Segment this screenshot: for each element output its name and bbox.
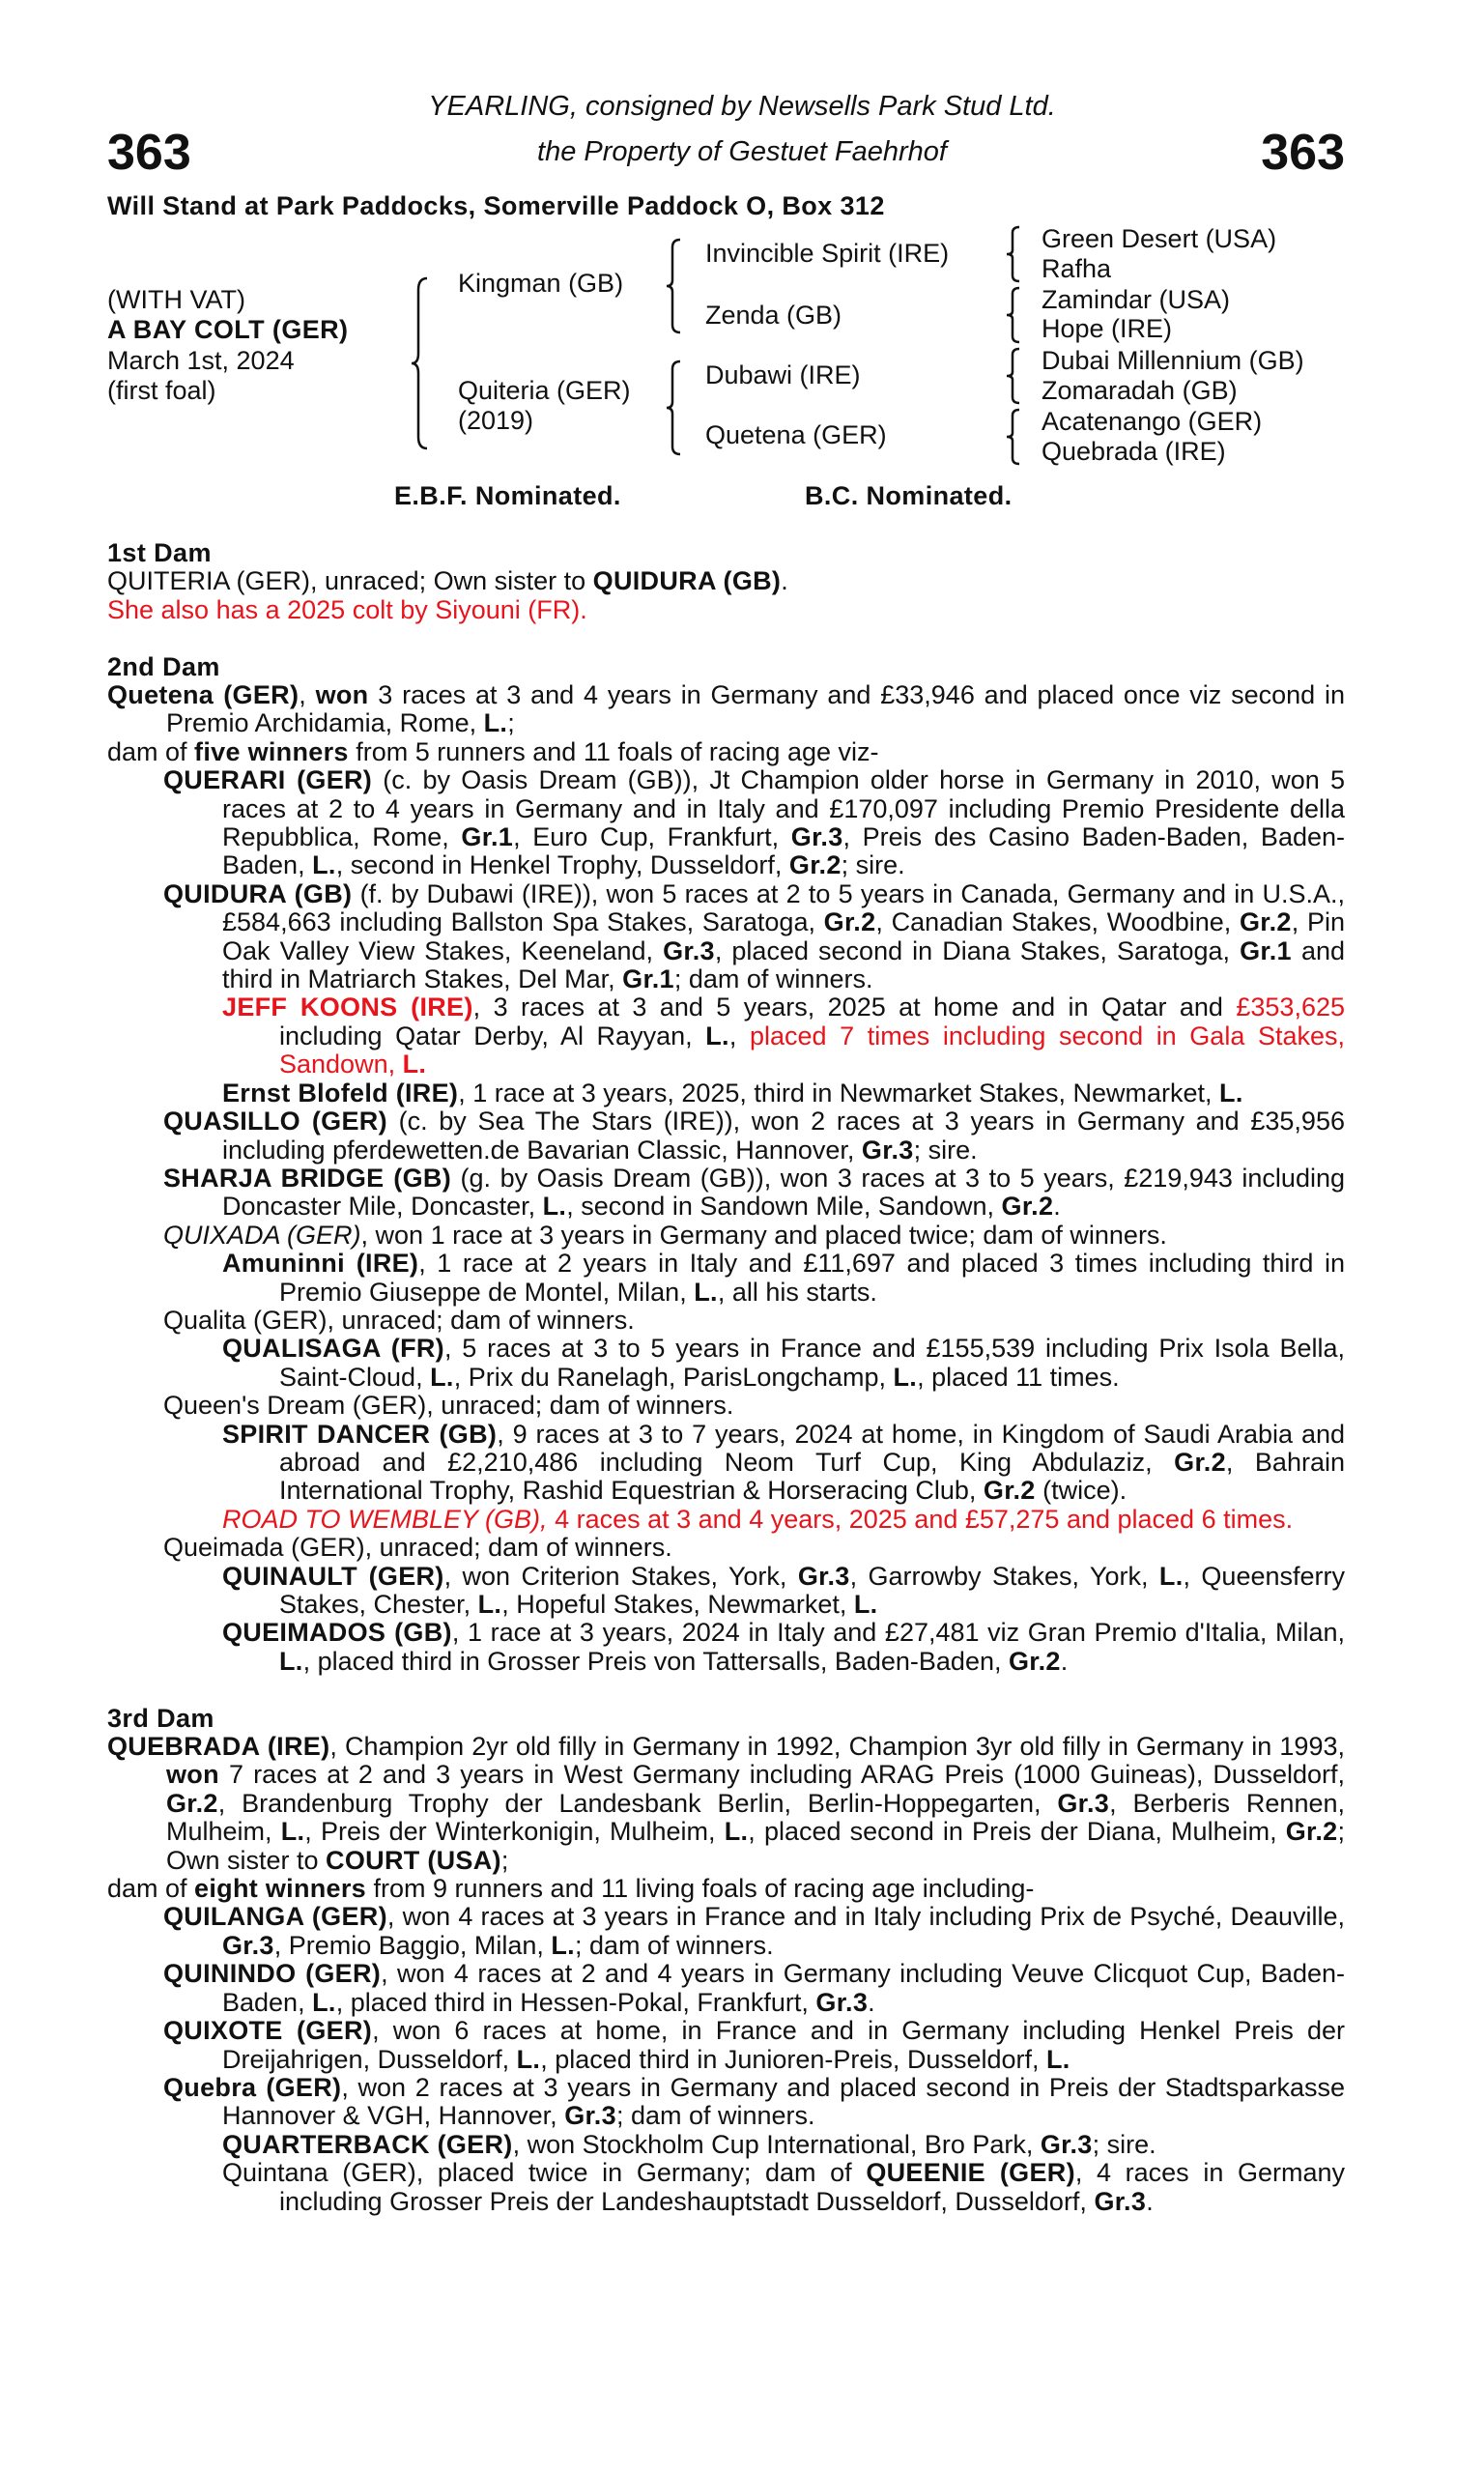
horse-name-or-grade: Amuninni (IRE) [222,1249,419,1279]
horse-name-or-grade: Gr.2 [166,1788,218,1818]
entry-text: , 3 races at 3 and 5 years, 2025 at home and in Qatar and [472,992,1237,1022]
entry-text: £353,625 [1236,992,1345,1022]
entry-text: , Euro Cup, Frankfurt, [513,822,791,852]
entry-text: , placed third in Grosser Preis von Tattersalls, Baden-Baden, [302,1646,1009,1676]
horse-name-or-grade: Gr.2 [1240,907,1292,937]
entry-text: . [868,1987,875,2017]
horse-name-or-grade: L. [516,2044,541,2074]
horse-name-or-grade: L. [1158,1561,1184,1591]
entry-text: ; [507,708,515,738]
horse-name-or-grade: QUARTERBACK (GER) [222,2129,513,2159]
horse-name-or-grade: Gr.3 [1040,2129,1093,2159]
granddam-paternal: Zenda (GB) [705,301,842,330]
sire: Kingman (GB) [458,269,624,298]
dam-year: (2019) [458,406,534,435]
pedigree-entry [107,1165,1345,1222]
entry-text: (c. by Oasis Dream (GB)), Jt Champion older horse in Germany in 2010, won 5 races at 2 to 4 years in Germany and in Italy and £170,097 including Premio Presidente della Repubblica, Rome, [222,765,1345,852]
entry-text: , [728,1021,750,1050]
pedigree-entry [107,1903,1345,1960]
pedigree-entry [107,1534,1345,1562]
entry-text: (c. by Sea The Stars (IRE)), won 2 races at 3 years in Germany and £35,956 including pferdewetten.de Bavarian Classic, Hannover, [222,1107,1345,1165]
pedigree-entry [107,1392,1345,1420]
entry-text: , Canadian Stakes, Woodbine, [875,907,1240,937]
brace-icon [665,238,684,334]
entry-text: , won 4 races at 3 years in France and in Italy including Prix de Psyché, Deauville, [386,1902,1345,1932]
horse-name-or-grade: SPIRIT DANCER (GB) [222,1419,498,1449]
entry-text: including Qatar Derby, Al Rayyan, [279,1021,706,1050]
brace-icon [1005,286,1022,344]
section-3rd-dam [107,1705,1345,2216]
entry-text: . [1060,1646,1069,1676]
entry-text: ; sire. [841,850,905,880]
pedigree-entry [107,2074,1345,2131]
pedigree-entry [107,2017,1345,2074]
entry-text: ; dam of winners. [574,1930,774,1960]
entry-text: , [299,680,316,710]
horse-name-or-grade: L. [1046,2044,1070,2074]
entry-text: ; dam of winners. [615,2101,815,2131]
horse-name-or-grade: QUILANGA (GER) [163,1902,387,1932]
horse-name-or-grade: won [166,1760,219,1790]
entry-text: , placed 11 times. [917,1362,1120,1392]
horse-name-or-grade: QUIDURA (GB) [163,878,353,908]
horse-name-or-grade: L. [542,1192,567,1222]
horse-name-or-grade: L. [430,1362,454,1392]
entry-text: ; dam of winners. [673,964,873,994]
pedigree-entry [107,1875,1345,1903]
horse-name-or-grade: Gr.1 [461,822,514,852]
entry-text: , second in Henkel Trophy, Dusseldorf, [335,850,789,880]
brace-icon [665,360,684,456]
horse-name-or-grade: L. [312,850,336,880]
foaling-date: March 1st, 2024 [107,346,295,375]
horse-name-or-grade: JEFF KOONS (IRE) [222,992,473,1022]
horse-name-or-grade: L. [483,708,508,738]
entry-text: , placed third in Hessen-Pokal, Frankfurt, [335,1987,816,2017]
horse-name-or-grade: QUASILLO (GER) [163,1107,387,1136]
brace-icon [1005,225,1022,283]
entry-text: She also has a 2025 colt by Siyouni (FR). [107,594,587,624]
dam: Quiteria (GER) [458,376,631,405]
pedigree-entry [107,1733,1345,1875]
pedigree-entry [107,1421,1345,1506]
horse-name-or-grade: L. [402,1050,427,1079]
horse-name-or-grade: Quebra (GER) [163,2072,342,2102]
entry-text: , second in Sandown Mile, Sandown, [566,1192,1002,1222]
entry-text: placed 7 times including second in Gala Stakes, Sandown, [279,1021,1345,1079]
horse-name-or-grade: QUIXOTE (GER) [163,2016,373,2046]
horse-name-or-grade: five winners [194,736,349,766]
ancestor-gen3: Green Desert (USA) [1042,224,1277,253]
horse-name-or-grade: Gr.1 [1240,935,1292,965]
brace-icon [1005,347,1022,405]
entry-text: . [1053,1192,1061,1222]
entry-text: Qualita (GER), unraced; dam of winners. [163,1305,635,1335]
pedigree-entry [107,880,1345,994]
entry-text: dam of [107,736,195,766]
pedigree-entry [107,1335,1345,1392]
entry-text: QUIXADA (GER) [163,1220,361,1250]
entry-text: , 4 races in Germany including Grosser Preis der Landeshauptstadt Dusseldorf, Dusseldorf, [279,2158,1345,2216]
entry-text: , won 1 race at 3 years in Germany and placed twice; dam of winners. [360,1220,1167,1250]
entry-text: ; sire. [1092,2129,1156,2159]
pedigree-entry [107,1960,1345,2017]
entry-text: . [1146,2186,1154,2216]
ancestor-gen3: Zomaradah (GB) [1042,376,1238,405]
section-2nd-dam [107,653,1345,1677]
horse-name-or-grade: Gr.3 [1057,1788,1110,1818]
entry-text: ; Own sister to [166,1817,1346,1875]
pedigree-entry [107,738,1345,766]
horse-name-or-grade: L. [705,1021,729,1050]
foal-note: (first foal) [107,376,216,405]
entry-text: 7 races at 2 and 3 years in West Germany including ARAG Preis (1000 Guineas), Dusseldorf, [218,1760,1345,1790]
entry-text: , Premio Baggio, Milan, [273,1930,552,1960]
entry-text: , won 4 races at 2 and 4 years in Germany including Veuve Clicquot Cup, Baden-Baden, [222,1959,1345,2017]
entry-text: , Prix du Ranelagh, ParisLongchamp, [453,1362,894,1392]
pedigree-entry [107,2131,1345,2159]
horse-name-or-grade: L. [279,1646,303,1676]
vat-note: (WITH VAT) [107,285,245,314]
pedigree-entry [107,1506,1345,1534]
horse-name-or-grade: Gr.2 [1285,1817,1338,1847]
horse-name-or-grade: Gr.2 [1001,1192,1054,1222]
horse-name-or-grade: COURT (USA) [326,1845,501,1875]
grandsire-maternal: Dubawi (IRE) [705,360,861,389]
entry-text: Queimada (GER), unraced; dam of winners. [163,1533,672,1563]
horse-name-or-grade: L. [724,1817,749,1847]
entry-text: , placed second in Diana Stakes, Saratoga, [714,935,1241,965]
entry-text: , Queensferry Stakes, Chester, [279,1561,1346,1620]
consignor-line: YEARLING, consigned by Newsells Park Stud Ltd. [428,91,1056,122]
horse-name-or-grade: Gr.2 [1174,1447,1226,1477]
brace-icon [410,276,431,450]
entry-text: , Brandenburg Trophy der Landesbank Berlin, Berlin-Hoppegarten, [217,1788,1058,1818]
pedigree-entry [107,1250,1345,1307]
horse-name-or-grade: L. [694,1277,718,1307]
ancestor-gen3: Rafha [1042,254,1112,283]
entry-text: , Pin Oak Valley View Stakes, Keeneland, [222,907,1345,965]
lot-number-right: 363 [1261,125,1345,181]
entry-text: (g. by Oasis Dream (GB)), won 3 races at 3 to 5 years, £219,943 including Doncaster Mile, Doncaster, [222,1163,1345,1222]
horse-name-or-grade: QUEBRADA (IRE) [107,1732,330,1762]
horse-name-or-grade: Ernst Blofeld (IRE) [222,1078,459,1108]
entry-text: , placed second in Preis der Diana, Mulheim, [748,1817,1286,1847]
entry-text: , Champion 2yr old filly in Germany in 1992, Champion 3yr old filly in Germany in 1993, [329,1732,1345,1762]
horse-name-or-grade: Gr.3 [564,2101,616,2131]
stand-location: Will Stand at Park Paddocks, Somerville Paddock O, Box 312 [107,191,885,220]
horse-name-or-grade: SHARJA BRIDGE (GB) [163,1163,451,1193]
horse-name-or-grade: QUALISAGA (FR) [222,1334,444,1364]
lot-name: A BAY COLT (GER) [107,315,349,344]
horse-name-or-grade: Gr.1 [622,964,674,994]
horse-name-or-grade: Gr.2 [983,1476,1036,1506]
grandsire-paternal: Invincible Spirit (IRE) [705,239,950,268]
entry-text: 4 races at 3 and 4 years, 2025 and £57,275 and placed 6 times. [547,1504,1294,1534]
ancestor-gen3: Zamindar (USA) [1042,285,1231,314]
dam-line-details [107,539,1345,2244]
horse-name-or-grade: L. [477,1590,502,1620]
horse-name-or-grade: Gr.3 [1094,2186,1147,2216]
pedigree-entry [107,993,1345,1079]
granddam-maternal: Quetena (GER) [705,420,887,449]
ancestor-gen3: Quebrada (IRE) [1042,437,1226,466]
ebf-nomination: E.B.F. Nominated. [394,481,621,510]
horse-name-or-grade: QUERARI (GER) [163,765,373,795]
horse-name-or-grade: Quetena (GER) [107,680,300,710]
entry-text: , won 6 races at home, in France and in Germany including Henkel Preis der Dreijahrigen, Dusseldorf, [222,2016,1346,2074]
entry-text: and third in Matriarch Stakes, Del Mar, [222,935,1345,994]
horse-name-or-grade: Gr.2 [1008,1646,1061,1676]
pedigree-entry [107,1563,1345,1620]
section-heading: 2nd Dam [107,651,220,681]
horse-name-or-grade: QUININDO (GER) [163,1959,382,1989]
entry-text: , Bahrain International Trophy, Rashid Equestrian & Horseracing Club, [279,1447,1345,1506]
entry-text: , 1 race at 3 years, 2025, third in Newmarket Stakes, Newmarket, [458,1078,1220,1108]
entry-text: Quintana (GER), placed twice in Germany; dam of [222,2158,867,2188]
pedigree-entry [107,766,1345,880]
horse-name-or-grade: Gr.3 [222,1930,274,1960]
entry-text: from 5 runners and 11 foals of racing age viz- [348,736,879,766]
horse-name-or-grade: L. [312,1987,336,2017]
section-heading: 1st Dam [107,538,212,567]
horse-name-or-grade: L. [551,1930,575,1960]
pedigree-entry [107,1222,1345,1250]
horse-name-or-grade: Gr.2 [823,907,876,937]
entry-text: , 9 races at 3 to 7 years, 2024 at home, in Kingdom of Saudi Arabia and abroad and £2,210,486 including Neom Turf Cup, King Abdulaziz, [279,1419,1345,1477]
entry-text: ; [500,1845,509,1875]
horse-name-or-grade: L. [893,1362,918,1392]
entry-text: , Preis des Casino Baden-Baden, Baden-Baden, [222,822,1345,880]
pedigree-entry [107,596,1345,624]
pedigree-entry [107,1108,1345,1165]
horse-name-or-grade: Gr.3 [797,1561,850,1591]
pedigree-entry [107,2159,1345,2216]
horse-name-or-grade: eight winners [194,1874,366,1904]
entry-text: ROAD TO WEMBLEY (GB), [222,1504,548,1534]
horse-name-or-grade: L. [280,1817,305,1847]
horse-name-or-grade: Gr.2 [788,850,842,880]
pedigree-entry [107,1079,1345,1108]
horse-name-or-grade: QUINAULT (GER) [222,1561,444,1591]
pedigree-entry [107,681,1345,738]
entry-text: Queen's Dream (GER), unraced; dam of winners. [163,1391,734,1421]
horse-name-or-grade: L. [1219,1078,1243,1108]
lot-number-left: 363 [107,125,191,181]
entry-text: , 1 race at 2 years in Italy and £11,697 and placed 3 times including third in Premio Giuseppe de Montel, Milan, [279,1249,1345,1307]
entry-text: (twice). [1035,1476,1127,1506]
horse-name-or-grade: Gr.3 [790,822,843,852]
entry-text: , won Criterion Stakes, York, [443,1561,798,1591]
ancestor-gen3: Hope (IRE) [1042,314,1173,343]
entry-text: , all his starts. [717,1277,877,1307]
entry-text: , placed third in Junioren-Preis, Dusseldorf, [540,2044,1046,2074]
pedigree-entry [107,1307,1345,1335]
entry-text: . [781,566,788,596]
ancestor-gen3: Dubai Millennium (GB) [1042,346,1304,375]
entry-text: ; sire. [913,1135,978,1165]
horse-name-or-grade: QUEENIE (GER) [866,2158,1075,2188]
entry-text: from 9 runners and 11 living foals of racing age including- [365,1874,1035,1904]
entry-text: , 5 races at 3 to 5 years in France and £155,539 including Prix Isola Bella, Saint-Cloud, [279,1334,1345,1392]
horse-name-or-grade: QUEIMADOS (GB) [222,1618,452,1648]
horse-name-or-grade: QUIDURA (GB) [592,566,782,596]
entry-text: 3 races at 3 and 4 years in Germany and £33,946 and placed once viz second in Premio Archidamia, Rome, [166,680,1345,738]
entry-text: QUITERIA (GER), unraced; Own sister to [107,566,593,596]
entry-text: , Preis der Winterkonigin, Mulheim, [304,1817,725,1847]
entry-text: , Garrowby Stakes, York, [849,1561,1159,1591]
horse-name-or-grade: Gr.3 [861,1135,914,1165]
horse-name-or-grade: L. [853,1590,878,1620]
horse-name-or-grade: Gr.3 [663,935,715,965]
entry-text: , won 2 races at 3 years in Germany and placed second in Preis der Stadtsparkasse Hannover & VGH, Hannover, [222,2072,1345,2131]
bc-nomination: B.C. Nominated. [805,481,1013,510]
entry-text: (f. by Dubawi (IRE)), won 5 races at 2 to 5 years in Canada, Germany and in U.S.A., £584,663 including Ballston Spa Stakes, Saratoga, [222,878,1345,937]
entry-text: , 1 race at 3 years, 2024 in Italy and £27,481 viz Gran Premio d'Italia, Milan, [451,1618,1345,1648]
pedigree-entry [107,1619,1345,1676]
section-1st-dam [107,539,1345,624]
section-heading: 3rd Dam [107,1703,214,1733]
brace-icon [1005,408,1022,466]
property-line: the Property of Gestuet Faehrhof [537,136,947,167]
entry-text: dam of [107,1874,195,1904]
horse-name-or-grade: won [315,680,369,710]
ancestor-gen3: Acatenango (GER) [1042,407,1263,436]
horse-name-or-grade: Gr.3 [815,1987,869,2017]
entry-text: , Hopeful Stakes, Newmarket, [501,1590,854,1620]
pedigree-entry [107,567,1345,595]
entry-text: , Berberis Rennen, Mulheim, [166,1788,1345,1847]
entry-text: , won Stockholm Cup International, Bro Park, [512,2129,1041,2159]
